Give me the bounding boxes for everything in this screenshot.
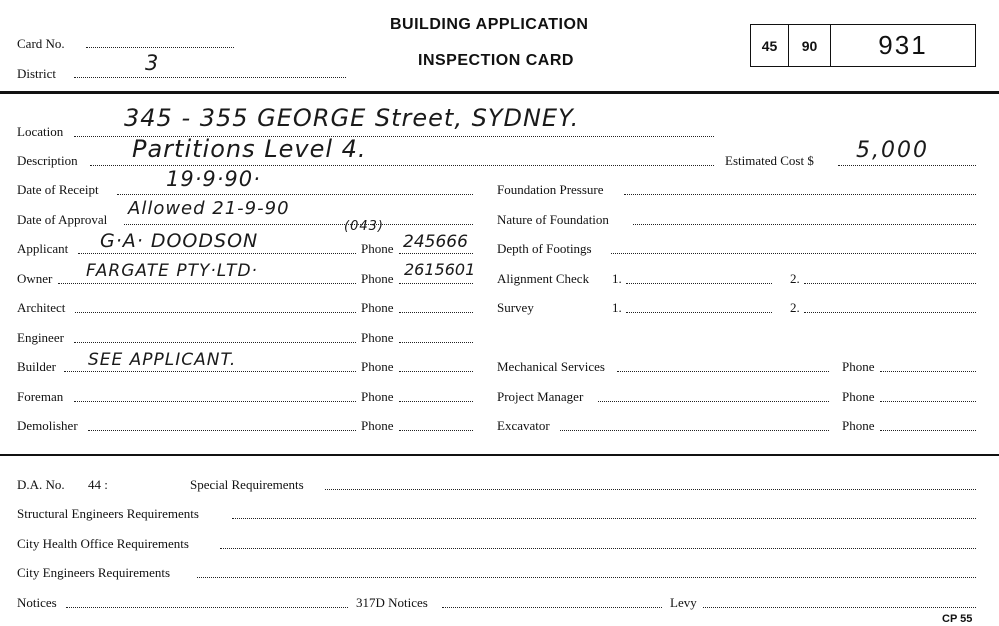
applicant-phone-line — [399, 253, 473, 254]
alignment-num-2: 2. — [790, 271, 800, 286]
district-label: District — [17, 66, 56, 81]
owner-value: FARGATE PTY·LTD· — [86, 261, 258, 281]
project-manager-line — [598, 401, 829, 402]
applicant-label: Applicant — [17, 241, 69, 256]
foundation-pressure-label: Foundation Pressure — [497, 182, 604, 197]
code-box-b: 90 — [788, 24, 831, 67]
builder-phone-line — [399, 371, 473, 372]
excavator-phone-line — [880, 430, 976, 431]
description-value: Partitions Level 4. — [132, 135, 367, 163]
survey-line-1 — [626, 312, 772, 313]
alignment-num-1: 1. — [612, 271, 622, 286]
project-manager-label: Project Manager — [497, 389, 584, 404]
applicant-line — [78, 253, 356, 254]
builder-line — [64, 371, 356, 372]
alignment-check-label: Alignment Check — [497, 271, 590, 286]
date-approval-line — [124, 224, 473, 225]
estimated-cost-line — [838, 165, 976, 166]
builder-label: Builder — [17, 359, 56, 374]
nature-foundation-line — [633, 224, 976, 225]
demolisher-line — [88, 430, 356, 431]
owner-phone-value: 2615601 — [404, 260, 476, 279]
owner-label: Owner — [17, 271, 53, 286]
survey-num-1: 1. — [612, 300, 622, 315]
excavator-label: Excavator — [497, 418, 550, 433]
engineer-line — [74, 342, 356, 343]
owner-phone-label: Phone — [361, 271, 394, 286]
code-box-a: 45 — [750, 24, 789, 67]
project-manager-phone-label: Phone — [842, 389, 875, 404]
levy-line — [703, 607, 976, 608]
mechanical-services-label: Mechanical Services — [497, 359, 605, 374]
applicant-phone-value: 245666 — [403, 232, 468, 252]
title-line-2: INSPECTION CARD — [418, 52, 574, 69]
date-approval-label: Date of Approval — [17, 212, 108, 227]
excavator-line — [560, 430, 829, 431]
architect-phone-label: Phone — [361, 300, 394, 315]
excavator-phone-label: Phone — [842, 418, 875, 433]
levy-label: Levy — [670, 595, 697, 610]
demolisher-label: Demolisher — [17, 418, 78, 433]
special-requirements-line — [325, 489, 976, 490]
city-engineers-label: City Engineers Requirements — [17, 565, 171, 580]
form-code: CP 55 — [942, 613, 973, 625]
demolisher-phone-line — [399, 430, 473, 431]
card-number-box: 931 — [830, 24, 976, 67]
notices-317d-line — [442, 607, 662, 608]
estimated-cost-value: 5,000 — [856, 138, 929, 163]
project-manager-phone-line — [880, 401, 976, 402]
date-approval-value: Allowed 21-9-90 — [128, 198, 290, 219]
special-requirements-label: Special Requirements — [190, 477, 304, 492]
mechanical-phone-label: Phone — [842, 359, 875, 374]
notices-label: Notices — [17, 595, 57, 610]
alignment-line-1 — [626, 283, 772, 284]
architect-line — [75, 312, 356, 313]
city-engineers-line — [197, 577, 976, 578]
date-receipt-value: 19·9·90· — [166, 167, 261, 191]
foundation-pressure-line — [624, 194, 976, 195]
card-no-label: Card No. — [17, 36, 65, 51]
mechanical-services-line — [617, 371, 829, 372]
depth-footings-label: Depth of Footings — [497, 241, 592, 256]
mechanical-phone-line — [880, 371, 976, 372]
structural-engineers-line — [232, 518, 976, 519]
builder-value: SEE APPLICANT. — [88, 350, 237, 370]
foreman-line — [74, 401, 356, 402]
depth-footings-line — [611, 253, 976, 254]
card-no-line — [86, 47, 234, 48]
demolisher-phone-label: Phone — [361, 418, 394, 433]
applicant-phone-area: (043) — [344, 219, 384, 234]
foreman-phone-label: Phone — [361, 389, 394, 404]
location-label: Location — [17, 124, 64, 139]
date-receipt-label: Date of Receipt — [17, 182, 99, 197]
survey-label: Survey — [497, 300, 534, 315]
owner-phone-line — [399, 283, 473, 284]
title-line-1: BUILDING APPLICATION — [390, 16, 589, 33]
structural-engineers-label: Structural Engineers Requirements — [17, 506, 199, 521]
survey-num-2: 2. — [790, 300, 800, 315]
engineer-phone-line — [399, 342, 473, 343]
da-no-label: D.A. No. — [17, 477, 65, 492]
engineer-label: Engineer — [17, 330, 64, 345]
date-receipt-line — [117, 194, 473, 195]
location-value: 345 - 355 GEORGE Street, SYDNEY. — [124, 104, 580, 132]
district-value: 3 — [145, 51, 160, 75]
owner-line — [58, 283, 356, 284]
da-no-value: 44 : — [88, 477, 108, 492]
description-line — [90, 165, 714, 166]
notices-317d-label: 317D Notices — [356, 595, 428, 610]
description-label: Description — [17, 153, 78, 168]
city-health-label: City Health Office Requirements — [17, 536, 189, 551]
bottom-section-rule — [0, 454, 999, 456]
applicant-value: G·A· DOODSON — [100, 230, 259, 252]
header-rule — [0, 91, 999, 94]
applicant-phone-label: Phone — [361, 241, 394, 256]
engineer-phone-label: Phone — [361, 330, 394, 345]
estimated-cost-label: Estimated Cost $ — [725, 153, 814, 168]
nature-foundation-label: Nature of Foundation — [497, 212, 609, 227]
architect-phone-line — [399, 312, 473, 313]
district-line — [74, 77, 346, 78]
foreman-label: Foreman — [17, 389, 64, 404]
foreman-phone-line — [399, 401, 473, 402]
city-health-line — [220, 548, 976, 549]
builder-phone-label: Phone — [361, 359, 394, 374]
notices-line — [66, 607, 348, 608]
survey-line-2 — [804, 312, 976, 313]
alignment-line-2 — [804, 283, 976, 284]
architect-label: Architect — [17, 300, 66, 315]
